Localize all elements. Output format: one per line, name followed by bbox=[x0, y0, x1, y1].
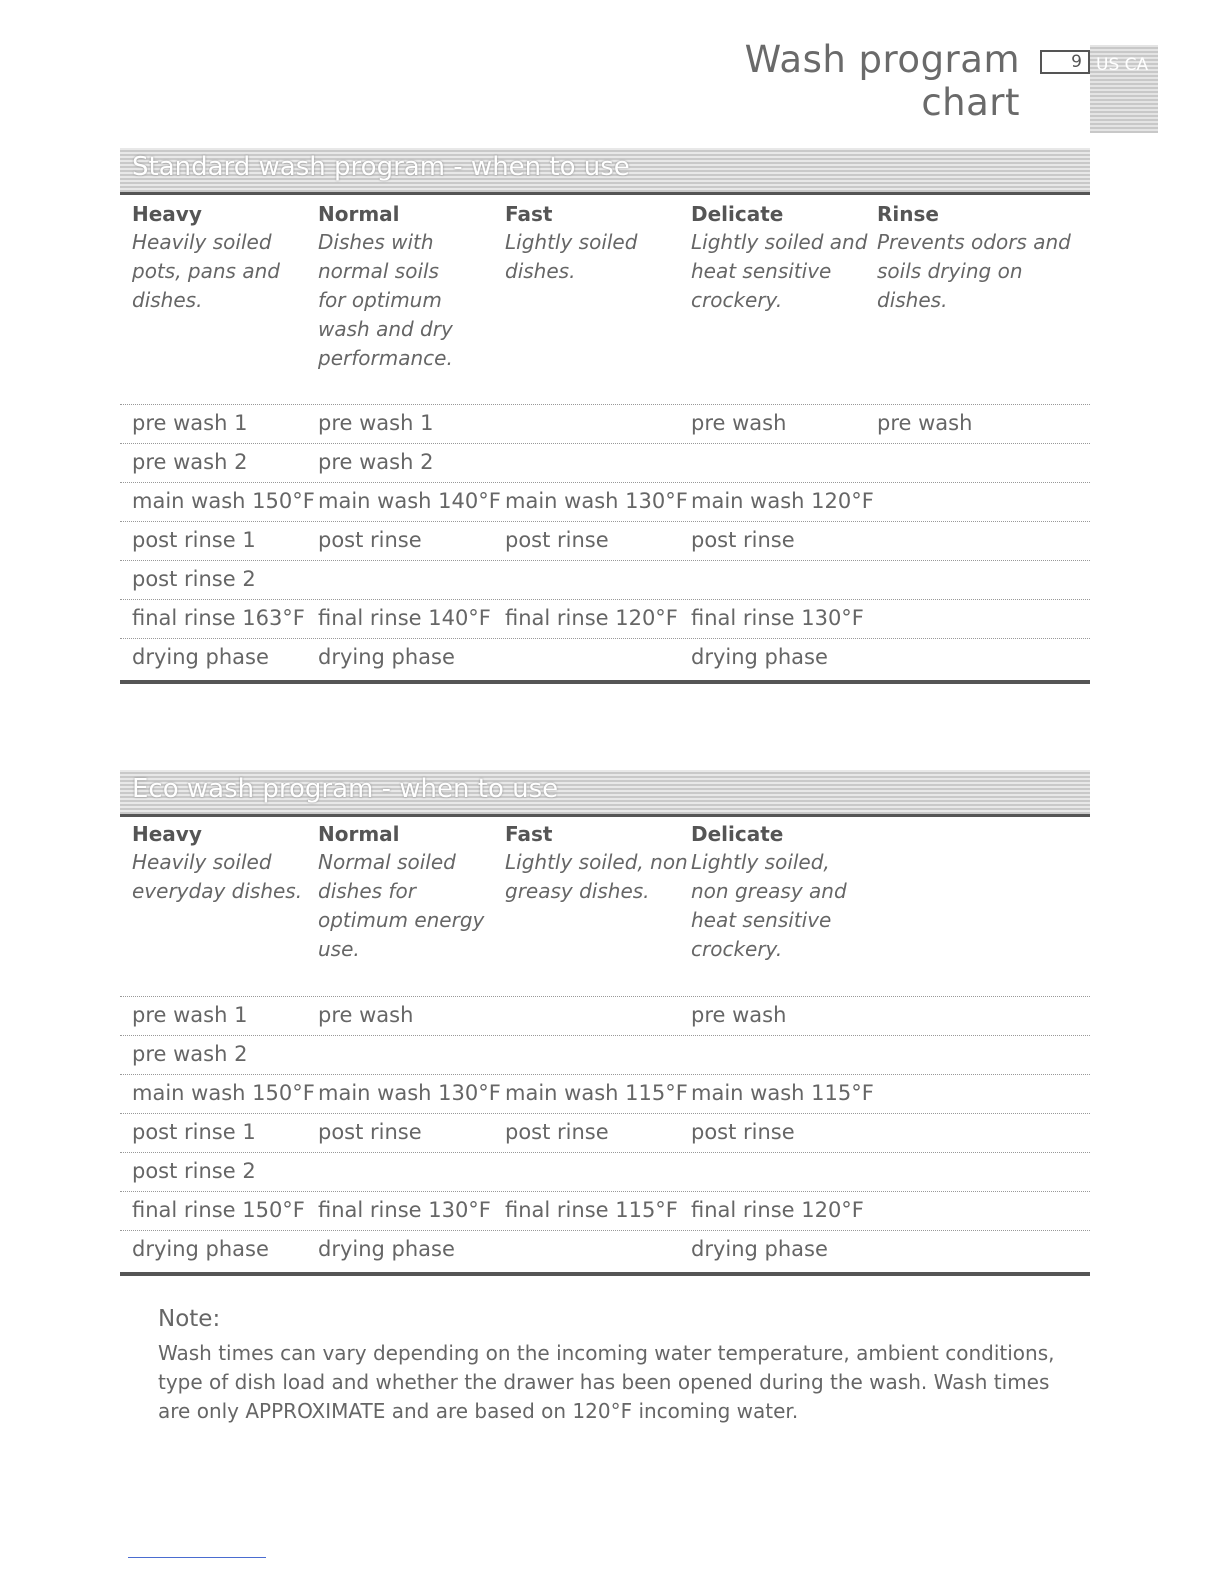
table-cell: final rinse 115°F bbox=[505, 1198, 678, 1222]
table-row bbox=[120, 599, 1090, 639]
table-cell: pre wash 2 bbox=[318, 450, 434, 474]
standard-section-heading-bar bbox=[120, 148, 1090, 195]
table-cell: main wash 115°F bbox=[505, 1081, 688, 1105]
table-cell: pre wash 1 bbox=[132, 411, 248, 435]
table-cell: main wash 115°F bbox=[691, 1081, 874, 1105]
table-row bbox=[120, 1152, 1090, 1192]
program-description: Prevents odors and soils drying on dishes. bbox=[877, 230, 1071, 312]
table-cell: final rinse 120°F bbox=[691, 1198, 864, 1222]
standard-section-heading: Standard wash program - when to use bbox=[132, 152, 630, 182]
program-description: Lightly soiled, non greasy and heat sensitive crockery. bbox=[691, 850, 847, 961]
page-title: Wash program chart bbox=[744, 38, 1020, 124]
table-cell: post rinse bbox=[318, 1120, 422, 1144]
region-tab bbox=[1090, 45, 1158, 133]
table-row bbox=[120, 521, 1090, 561]
table-cell: post rinse 1 bbox=[132, 528, 256, 552]
program-name: Heavy bbox=[132, 822, 202, 846]
table-cell: final rinse 130°F bbox=[318, 1198, 491, 1222]
table-cell: pre wash 1 bbox=[132, 1003, 248, 1027]
table-cell: post rinse bbox=[505, 528, 609, 552]
table-cell: post rinse bbox=[691, 1120, 795, 1144]
table-row bbox=[120, 560, 1090, 600]
program-name: Delicate bbox=[691, 202, 784, 226]
footer-rule bbox=[128, 1557, 266, 1558]
table-cell: final rinse 163°F bbox=[132, 606, 305, 630]
table-cell: drying phase bbox=[132, 645, 269, 669]
note-title: Note: bbox=[158, 1306, 221, 1332]
table-cell: post rinse bbox=[505, 1120, 609, 1144]
program-description: Dishes with normal soils for optimum wash and dry performance. bbox=[318, 230, 453, 370]
program-description: Lightly soiled dishes. bbox=[505, 230, 638, 283]
program-name: Heavy bbox=[132, 202, 202, 226]
program-description: Lightly soiled, non greasy dishes. bbox=[505, 850, 688, 903]
table-cell: pre wash bbox=[691, 411, 787, 435]
table-cell: pre wash bbox=[877, 411, 973, 435]
program-description: Heavily soiled pots, pans and dishes. bbox=[132, 230, 280, 312]
table-cell: final rinse 120°F bbox=[505, 606, 678, 630]
table-cell: pre wash 2 bbox=[132, 450, 248, 474]
table-cell: main wash 120°F bbox=[691, 489, 874, 513]
table-row bbox=[120, 482, 1090, 522]
table-cell: post rinse 2 bbox=[132, 1159, 256, 1183]
table-cell: post rinse 1 bbox=[132, 1120, 256, 1144]
table-cell: final rinse 130°F bbox=[691, 606, 864, 630]
table-row bbox=[120, 1035, 1090, 1075]
program-description: Normal soiled dishes for optimum energy use. bbox=[318, 850, 485, 961]
program-name: Rinse bbox=[877, 202, 939, 226]
table-cell: main wash 150°F bbox=[132, 489, 315, 513]
table-cell: post rinse bbox=[318, 528, 422, 552]
note-text: Wash times can vary depending on the incoming water temperature, ambient conditions, type of dish load and whether the drawer has been opened during the wash. Wash times are only APPROXIMATE and are based on 120°F incoming water. bbox=[158, 1341, 1055, 1423]
table-row bbox=[120, 1191, 1090, 1231]
table-cell: main wash 130°F bbox=[505, 489, 688, 513]
table-cell: final rinse 150°F bbox=[132, 1198, 305, 1222]
table-row bbox=[120, 1113, 1090, 1153]
table-cell: main wash 150°F bbox=[132, 1081, 315, 1105]
program-name: Fast bbox=[505, 822, 553, 846]
program-description: Lightly soiled and heat sensitive crockery. bbox=[691, 230, 868, 312]
eco-section-heading-bar bbox=[120, 770, 1090, 817]
table-cell: main wash 130°F bbox=[318, 1081, 501, 1105]
table-cell: pre wash bbox=[691, 1003, 787, 1027]
program-name: Fast bbox=[505, 202, 553, 226]
region-tab-label: US CA bbox=[1096, 55, 1149, 75]
table-bottom-rule bbox=[120, 680, 1090, 684]
program-name: Delicate bbox=[691, 822, 784, 846]
table-cell: pre wash 1 bbox=[318, 411, 434, 435]
table-cell: main wash 140°F bbox=[318, 489, 501, 513]
table-row bbox=[120, 1230, 1090, 1270]
table-row bbox=[120, 404, 1090, 444]
table-row bbox=[120, 1074, 1090, 1114]
table-cell: post rinse bbox=[691, 528, 795, 552]
table-row bbox=[120, 996, 1090, 1036]
table-cell: drying phase bbox=[691, 1237, 828, 1261]
table-cell: drying phase bbox=[132, 1237, 269, 1261]
program-name: Normal bbox=[318, 202, 400, 226]
table-cell: post rinse 2 bbox=[132, 567, 256, 591]
table-cell: pre wash 2 bbox=[132, 1042, 248, 1066]
page-number: 9 bbox=[1040, 50, 1090, 74]
program-name: Normal bbox=[318, 822, 400, 846]
table-row bbox=[120, 443, 1090, 483]
table-cell: pre wash bbox=[318, 1003, 414, 1027]
table-row bbox=[120, 638, 1090, 678]
eco-section-heading: Eco wash program - when to use bbox=[132, 774, 559, 804]
table-cell: drying phase bbox=[691, 645, 828, 669]
table-bottom-rule bbox=[120, 1272, 1090, 1276]
program-description: Heavily soiled everyday dishes. bbox=[132, 850, 303, 903]
table-cell: final rinse 140°F bbox=[318, 606, 491, 630]
table-cell: drying phase bbox=[318, 645, 455, 669]
table-cell: drying phase bbox=[318, 1237, 455, 1261]
